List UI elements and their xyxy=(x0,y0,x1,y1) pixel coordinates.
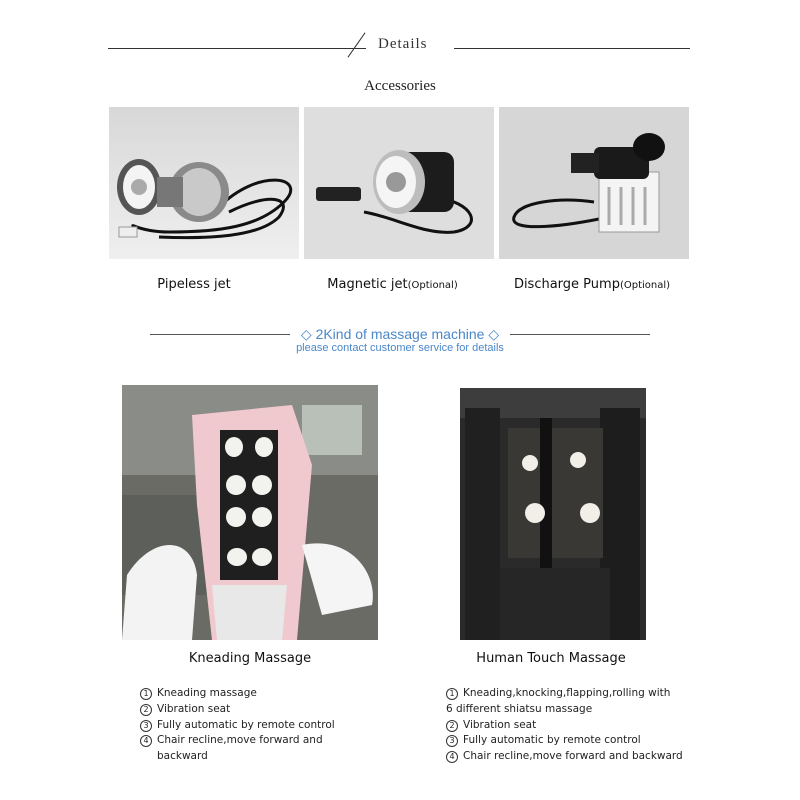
magnetic-jet-label: Magnetic jet(Optional) xyxy=(327,277,458,292)
kneading-massage-label: Kneading Massage xyxy=(188,651,312,666)
human-touch-massage-label: Human Touch Massage xyxy=(476,651,626,666)
kneading-feature-list: 1 Kneading massage 2 Vibration seat 3 Fully automatic by remote control 4 Chair recline,move forward and backward xyxy=(140,686,400,765)
discharge-pump-photo xyxy=(499,107,689,259)
feature-number: 2 xyxy=(140,704,152,716)
human-touch-massage-photo xyxy=(460,388,646,640)
pipeless-jet-photo xyxy=(109,107,299,259)
magnetic-jet-photo xyxy=(304,107,494,259)
contact-note: please contact customer service for details xyxy=(296,342,504,354)
discharge-pump-label: Discharge Pump(Optional) xyxy=(513,277,671,292)
accessories-title: Accessories xyxy=(364,78,436,94)
header-line-left xyxy=(108,48,366,49)
pipeless-jet-label: Pipeless jet xyxy=(157,277,231,292)
feature-item: 3 Fully automatic by remote control xyxy=(446,733,746,749)
feature-item: 2 Vibration seat xyxy=(446,718,746,734)
feature-item: 1 Kneading massage xyxy=(140,686,400,702)
feature-item: 2 Vibration seat xyxy=(140,702,400,718)
feature-number: 3 xyxy=(446,735,458,747)
feature-number: 4 xyxy=(446,751,458,763)
feature-number: 1 xyxy=(446,688,458,700)
kneading-massage-photo xyxy=(122,385,378,640)
feature-item: 4 Chair recline,move forward and xyxy=(140,733,400,749)
feature-number: 3 xyxy=(140,720,152,732)
feature-number: 4 xyxy=(140,735,152,747)
details-title: Details xyxy=(378,36,428,52)
human-touch-feature-list: 1 Kneading,knocking,flapping,rolling with 6 different shiatsu massage 2 Vibration seat 3 Fully automatic by remote control 4 Chair recline,move forward and backward xyxy=(446,686,746,765)
feature-item: 4 Chair recline,move forward and backward xyxy=(446,749,746,765)
header-slash xyxy=(347,32,365,57)
feature-item: 3 Fully automatic by remote control xyxy=(140,718,400,734)
feature-number: 2 xyxy=(446,720,458,732)
feature-number: 1 xyxy=(140,688,152,700)
header-line-right xyxy=(454,48,690,49)
mid-line-right xyxy=(510,334,650,335)
feature-item: 1 Kneading,knocking,flapping,rolling with xyxy=(446,686,746,702)
massage-kinds-title: ◇ 2Kind of massage machine ◇ xyxy=(300,326,500,342)
